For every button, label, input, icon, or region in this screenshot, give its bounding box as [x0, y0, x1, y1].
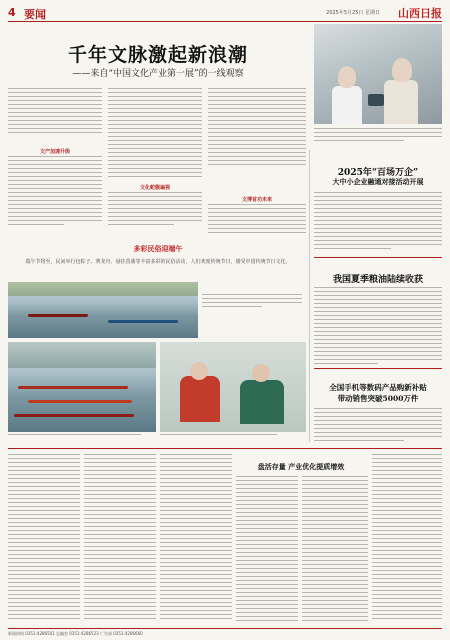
story-divider-1 [314, 257, 442, 258]
story-1-headline: 2025年“百场万企” [337, 168, 419, 178]
lower-story-col-2 [302, 476, 368, 624]
story-1-body [314, 192, 442, 252]
story-divider-2 [314, 368, 442, 369]
issue-date: 2025年5月25日 星期日 [326, 10, 380, 16]
lead-subhead: ——来自“中国文化产业第一展”的一线观察 [72, 69, 244, 79]
top-rule [8, 21, 442, 22]
story-1-headline-2: 大中小企业融通对接活动开展 [332, 177, 424, 186]
boat-feature-title: 多彩民俗迎端午 [133, 244, 183, 253]
boat-photo-1-caption [202, 294, 302, 310]
lead-body-col-1 [8, 88, 102, 136]
masthead [8, 6, 442, 20]
lower-col-6 [372, 454, 442, 622]
lead-photo-caption [314, 128, 442, 144]
story-3-headline: 全国手机等数码产品购新补贴 [329, 383, 427, 392]
lower-col-2 [84, 454, 156, 622]
lead-subhead-3: 文博首功未来 [241, 197, 272, 203]
lead-headline: 千年文脉激起新浪潮 [67, 44, 248, 66]
lead-body-col-2 [108, 88, 202, 180]
lead-subhead-1: 文产加速升级 [39, 149, 70, 155]
column-divider [309, 150, 310, 442]
boat-photo-3 [160, 342, 306, 432]
boat-photo-2 [8, 342, 156, 432]
boat-photo-3-caption [160, 434, 306, 438]
lead-photo [314, 24, 442, 124]
section-divider [8, 448, 442, 449]
lead-body-col-2b [108, 192, 202, 228]
bottom-rule [8, 628, 442, 629]
story-3-body [314, 408, 442, 444]
lead-body-col-3b [208, 204, 306, 236]
lead-body-col-3 [208, 88, 306, 168]
page-number: 4 [8, 6, 16, 19]
lower-col-1 [8, 454, 80, 622]
story-2-body [314, 287, 442, 367]
boat-feature-intro: 端午节将至，民间举行包粽子、赛龙舟、悬挂菖蒲等丰富多彩的民俗活动，人们欢度传统节日，感受中国传统节日文化。 [25, 259, 291, 265]
lead-subhead-2: 文化蛇腹遍视 [139, 185, 170, 191]
section-name: 要闻 [24, 8, 46, 21]
lower-story-col-1 [236, 476, 298, 624]
story-3-headline-2: 带动销售突破5000万件 [337, 394, 419, 403]
dragon-boat-feature [8, 244, 306, 444]
boat-photo-1 [8, 282, 198, 338]
story-2-headline: 我国夏季粮油陆续收获 [332, 275, 423, 285]
boat-photo-2-caption [8, 434, 156, 438]
lower-col-3 [160, 454, 232, 622]
footer-info: 新闻热线 0351-4286501 总编室 0351-4286523 广告部 0351-4286660 [8, 631, 143, 636]
newspaper-logo: 山西日报 [398, 7, 442, 20]
lower-story-headline: 盘活存量 产业优化提质增效 [257, 462, 345, 471]
lead-body-col-1b [8, 156, 102, 228]
